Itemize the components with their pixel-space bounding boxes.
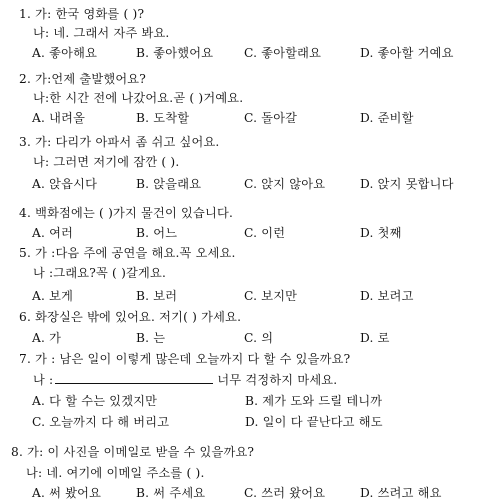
q4-option-a[interactable]: A. 여러: [32, 226, 74, 240]
q2-option-c[interactable]: C. 돌아갈: [244, 111, 298, 125]
question-5-prompt: 5. 가 :다음 주에 공연을 해요.꼭 오세요.: [19, 246, 236, 260]
q4-option-d[interactable]: D. 첫째: [360, 226, 402, 240]
question-8-reply: 나: 네. 여기에 이메일 주소를 ( ).: [26, 466, 205, 480]
question-4-prompt: 4. 백화점에는 ( )가지 물건이 있습니다.: [19, 206, 234, 220]
q5-option-a[interactable]: A. 보게: [32, 289, 74, 303]
q8-option-a[interactable]: A. 써 봤어요: [32, 486, 102, 500]
q1-option-b[interactable]: B. 좋아했어요: [136, 46, 214, 60]
question-7-prompt: 7. 가 : 남은 일이 이렇게 많은데 오늘까지 다 할 수 있을까요?: [19, 352, 351, 366]
question-3-prompt: 3. 가: 다리가 아파서 좀 쉬고 싶어요.: [19, 135, 220, 149]
question-3-reply: 나: 그러면 저기에 잠깐 ( ).: [33, 155, 180, 169]
question-7-reply: 나 : 너무 걱정하지 마세요.: [33, 373, 338, 387]
question-6-prompt: 6. 화장실은 밖에 있어요. 저기( ) 가세요.: [19, 310, 242, 324]
answer-blank[interactable]: [55, 373, 213, 384]
question-2-prompt: 2. 가:언제 출발했어요?: [19, 72, 147, 86]
q2-option-a[interactable]: A. 내려올: [32, 111, 86, 125]
q2-option-b[interactable]: B. 도착할: [136, 111, 190, 125]
question-1-reply: 나: 네. 그래서 자주 봐요.: [33, 26, 170, 40]
q8-option-b[interactable]: B. 써 주세요: [136, 486, 206, 500]
q5-option-b[interactable]: B. 보러: [136, 289, 178, 303]
q7-option-d[interactable]: D. 일이 다 끝난다고 해도: [245, 415, 383, 429]
q8-option-d[interactable]: D. 쓰려고 해요: [360, 486, 442, 500]
q7-option-c[interactable]: C. 오늘까지 다 해 버리고: [32, 415, 170, 429]
q6-option-a[interactable]: A. 가: [32, 331, 62, 345]
q1-option-d[interactable]: D. 좋아할 거예요: [360, 46, 454, 60]
q3-option-b[interactable]: B. 앉을래요: [136, 177, 202, 191]
q6-option-b[interactable]: B. 는: [136, 331, 166, 345]
q6-option-d[interactable]: D. 로: [360, 331, 390, 345]
q5-option-c[interactable]: C. 보지만: [244, 289, 298, 303]
q2-option-d[interactable]: D. 준비할: [360, 111, 414, 125]
q5-option-d[interactable]: D. 보려고: [360, 289, 414, 303]
question-2-reply: 나:한 시간 전에 나갔어요.곧 ( )거예요.: [33, 91, 244, 105]
q1-option-c[interactable]: C. 좋아할래요: [244, 46, 322, 60]
q4-option-b[interactable]: B. 어느: [136, 226, 178, 240]
q6-option-c[interactable]: C. 의: [244, 331, 274, 345]
q7-option-b[interactable]: B. 제가 도와 드릴 테니까: [245, 394, 383, 408]
q3-option-d[interactable]: D. 앉지 못합니다: [360, 177, 454, 191]
q7-option-a[interactable]: A. 다 할 수는 있겠지만: [32, 394, 158, 408]
q3-option-c[interactable]: C. 앉지 않아요: [244, 177, 326, 191]
q3-option-a[interactable]: A. 앉읍시다: [32, 177, 98, 191]
question-5-reply: 나 :그래요?꼭 ( )갈게요.: [33, 266, 167, 280]
q1-option-a[interactable]: A. 좋아해요: [32, 46, 98, 60]
question-8-prompt: 8. 가: 이 사진을 이메일로 받을 수 있을까요?: [11, 445, 255, 459]
question-1-prompt: 1. 가: 한국 영화를 ( )?: [19, 7, 145, 21]
q8-option-c[interactable]: C. 쓰러 왔어요: [244, 486, 326, 500]
q4-option-c[interactable]: C. 이런: [244, 226, 286, 240]
